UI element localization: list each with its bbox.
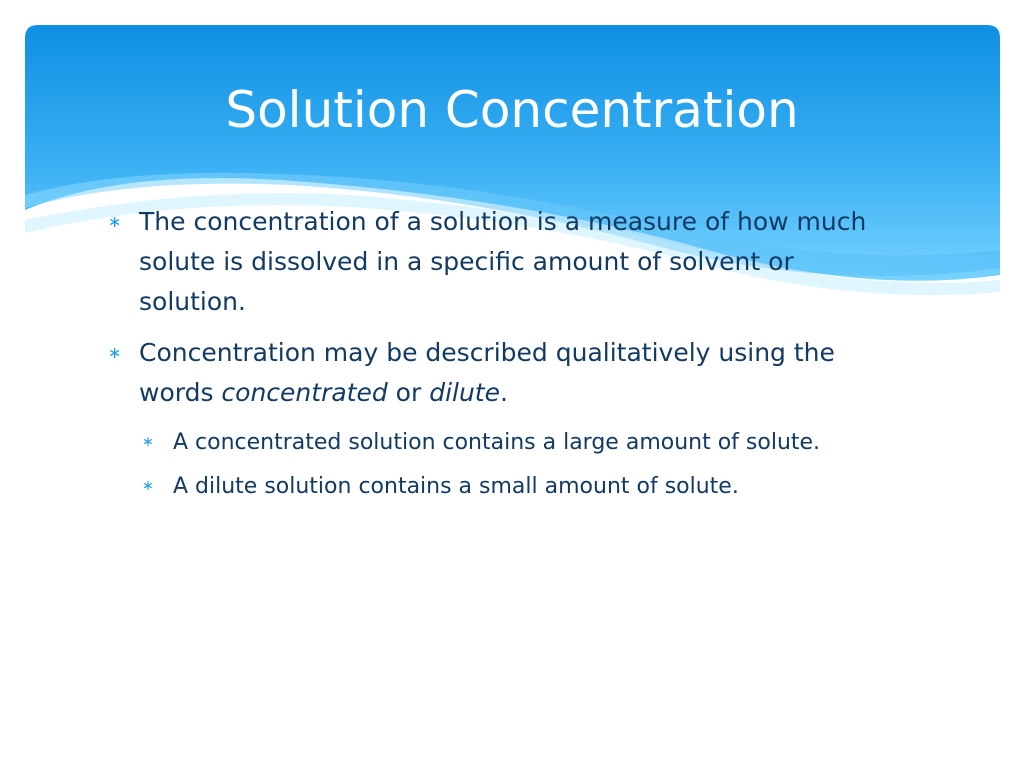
subbullet-item [140, 424, 906, 461]
bullet-text-part: . [500, 378, 508, 407]
bullet-item [106, 333, 906, 413]
bullet-text: The concentration of a solution is a measure of how much solute is dissolved in a specific amount of solvent or solution. [139, 207, 867, 316]
bullet-text-part: or [387, 378, 430, 407]
asterisk-bullet-icon: ∗ [142, 478, 154, 494]
bullet-text-part: Concentration may be described qualitatively using the words [139, 338, 835, 407]
asterisk-bullet-icon: ∗ [108, 343, 122, 362]
subbullet-text: A concentrated solution contains a large amount of solute. [173, 430, 821, 455]
asterisk-bullet-icon: ∗ [142, 434, 154, 450]
subbullet-item [140, 468, 906, 505]
asterisk-bullet-icon: ∗ [108, 212, 122, 231]
slide-content [106, 202, 906, 512]
italic-term: dilute [429, 378, 500, 407]
slide-title: Solution Concentration [225, 81, 799, 139]
subbullet-text: A dilute solution contains a small amount of solute. [173, 474, 739, 499]
bullet-item [106, 202, 906, 322]
italic-term: concentrated [221, 378, 388, 407]
